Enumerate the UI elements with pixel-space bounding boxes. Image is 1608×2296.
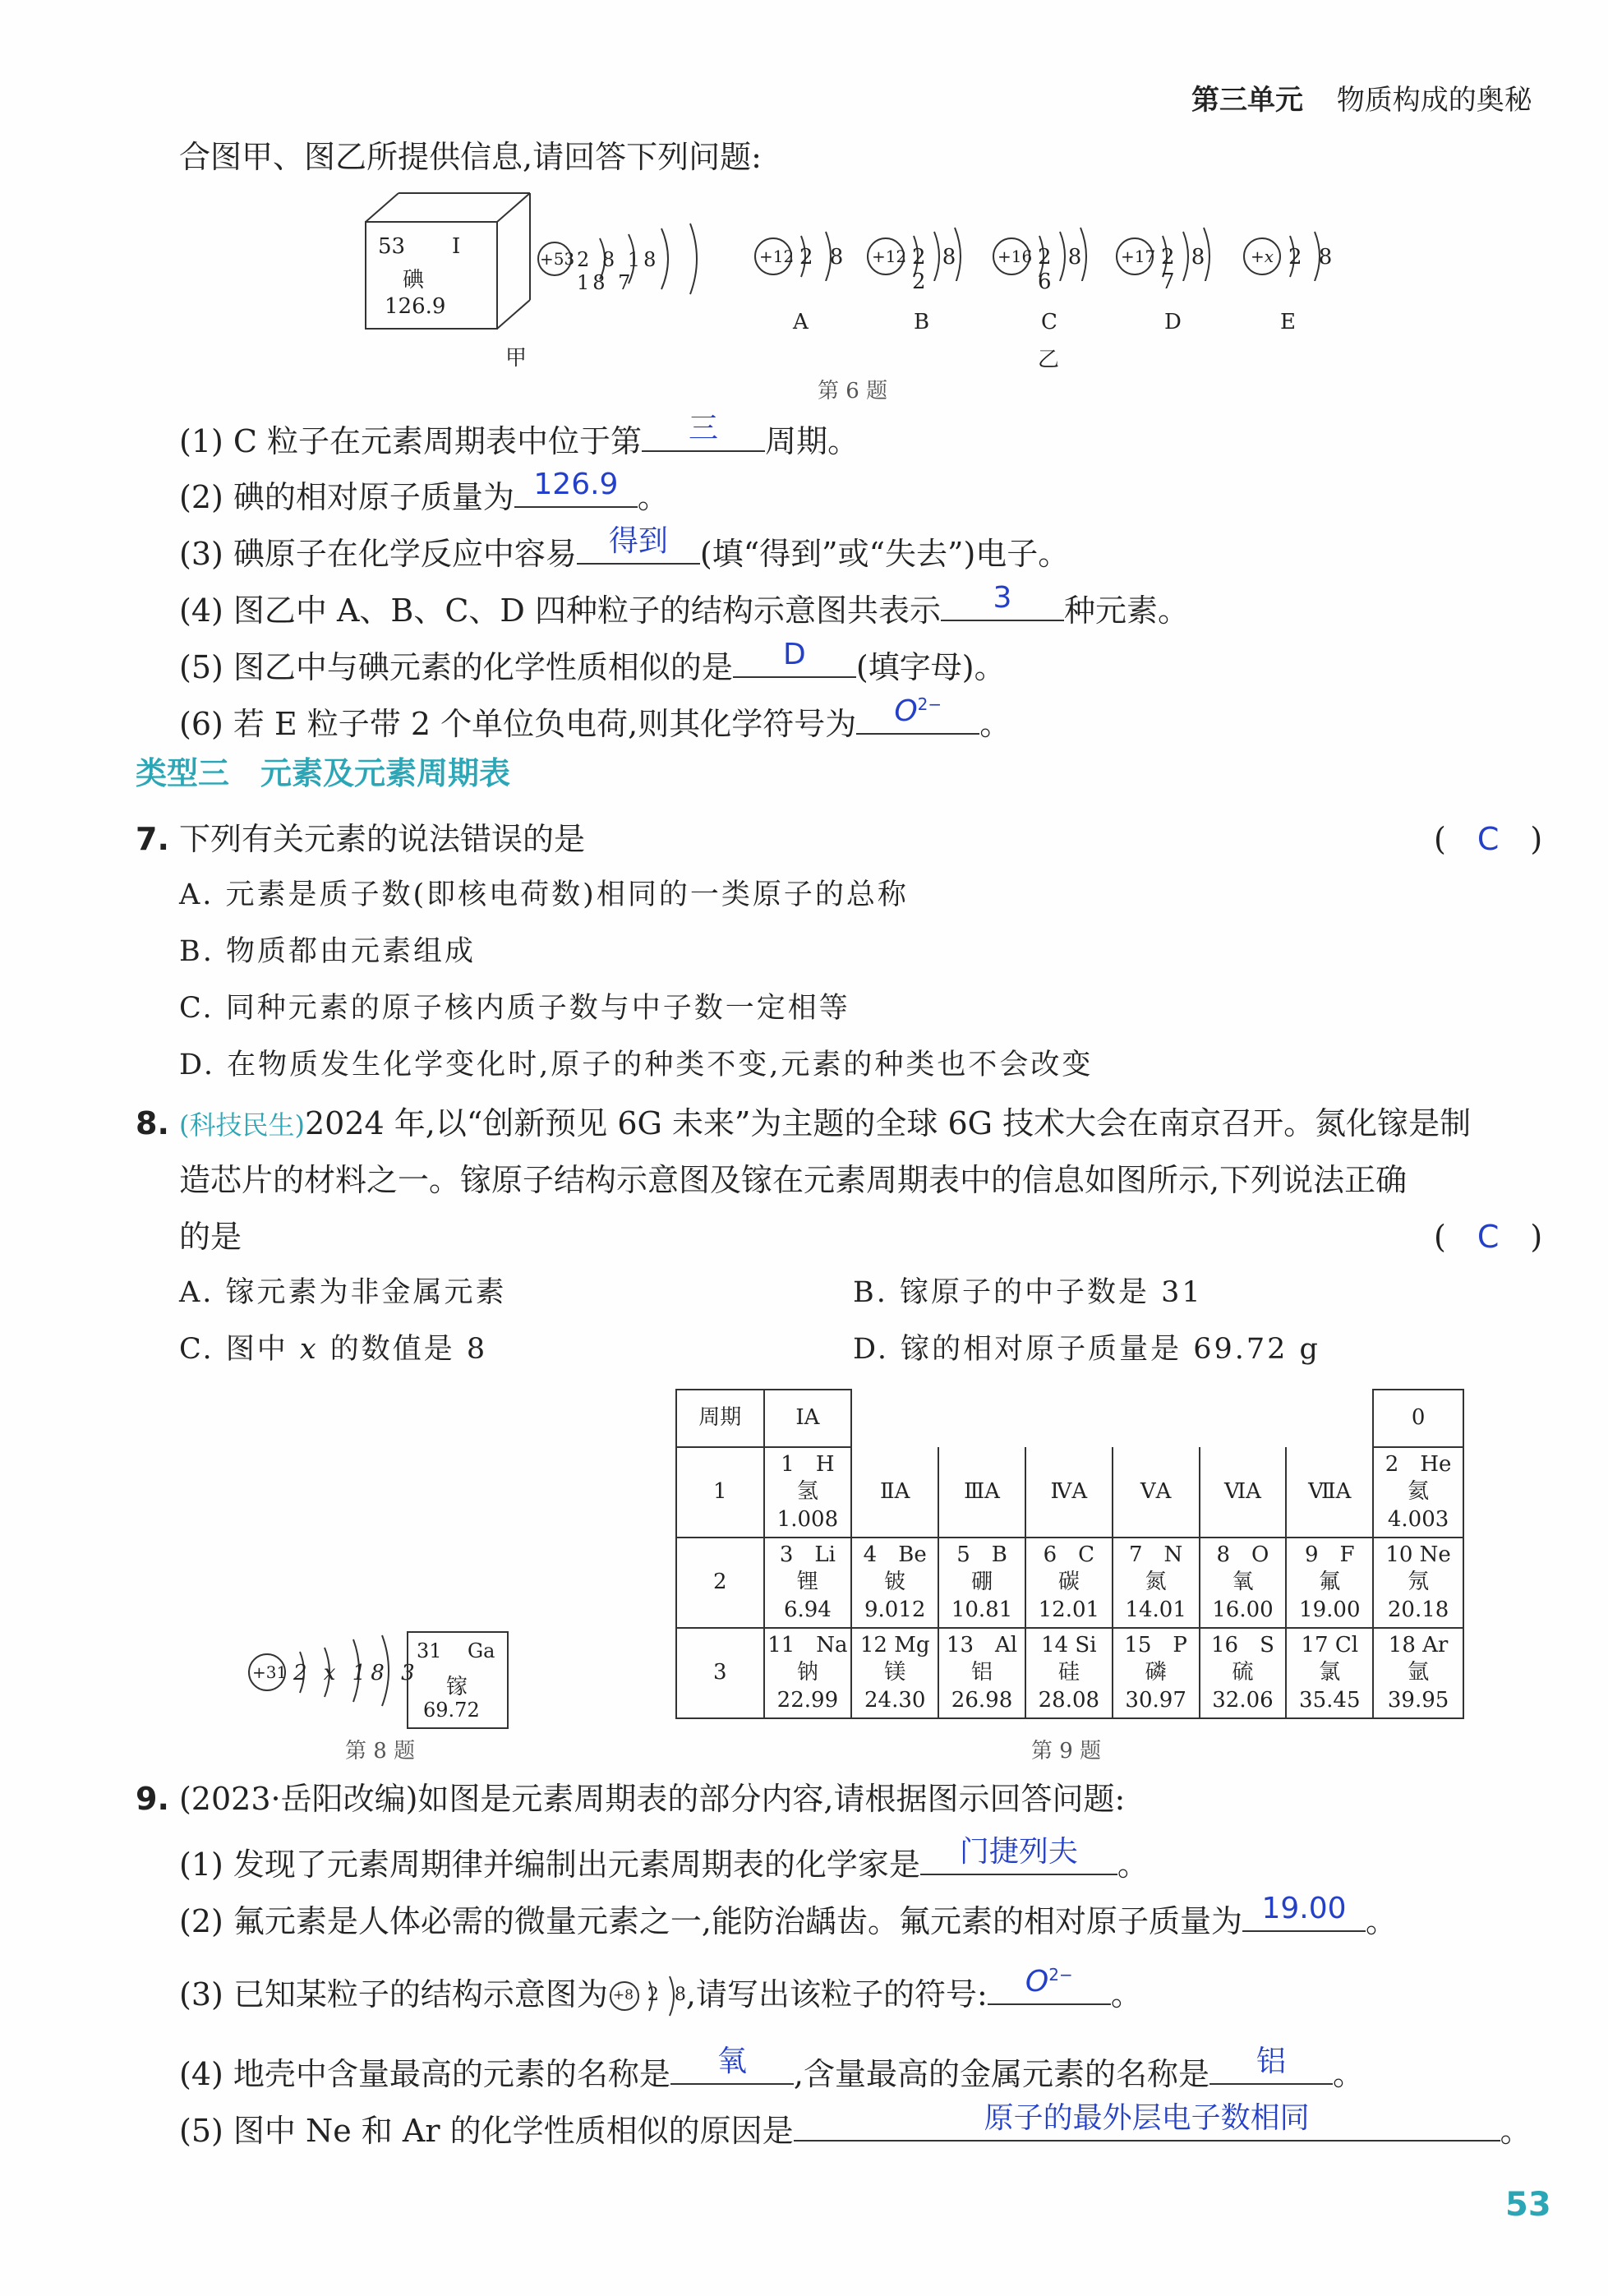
q9-sub1 [179,1835,1149,1883]
q9-sub1-text: (1) 发现了元素周期律并编制出元素周期表的化学家是 [179,1846,920,1883]
element-top: 17 Cl [1301,1633,1359,1658]
q6-sub6-post: 。 [979,706,1011,742]
period-3-label: 3 [676,1628,764,1718]
jia-nucleus: +53 [540,249,575,269]
element-mass: 28.08 [1038,1687,1100,1713]
jia-label: 甲 [505,346,528,371]
q6-sub6-text: (6) 若 E 粒子带 2 个单位负电荷,则其化学符号为 [179,706,857,742]
atom-e-nucleus: +x [1251,247,1274,266]
q9-sub1-answer: 门捷列夫 [959,1835,1078,1869]
element-name: 氮 [1145,1570,1167,1595]
element-top: 6 C [1043,1542,1095,1568]
q6-sub2-post: 。 [637,479,669,515]
q9-sub3-answer [988,1966,1111,1997]
q8-text-1: 2024 年,以“创新预见 6G 未来”为主题的全球 6G 技术大会在南京召开。氮化镓是制 [304,1105,1472,1141]
element-mass: 30.97 [1125,1687,1186,1713]
element-top: 1 H [781,1452,835,1478]
element-cell-c [1025,1538,1113,1628]
unit-title: 物质构成的奥秘 [1336,84,1532,117]
q8-option-b[interactable]: B. 镓原子的中子数是 31 [853,1276,1203,1309]
element-mass: 24.30 [864,1687,926,1713]
q9-sub4-answer-2: 铝 [1256,2045,1287,2078]
q9-sub3-nucleus: +8 [612,1986,634,2003]
q9-sub3-text: (3) 已知某粒子的结构示意图为 [179,1976,608,2012]
header-period: 周期 [676,1390,764,1447]
atom-a-letter: A [793,310,809,334]
q8-option-c-pre: C. 图中 [179,1333,300,1366]
element-name: 氟 [1319,1570,1341,1595]
element-cell-b [938,1538,1025,1628]
element-top: 16 S [1211,1633,1274,1658]
q9-sub5-answer: 原子的最外层电子数相同 [984,2101,1310,2135]
gallium-mass: 69.72 [423,1699,480,1722]
gallium-shells: 2 x 18 3 [293,1661,420,1685]
element-cell-be [851,1538,938,1628]
jia-atomic-number: 53 [378,234,406,259]
q9-stem [136,1781,1126,1817]
q6-intro: 合图甲、图乙所提供信息,请回答下列问题: [179,139,762,175]
q6-sub5 [179,638,1006,685]
group-6a-header: ⅥA [1200,1447,1287,1538]
element-mass: 19.00 [1299,1597,1361,1622]
q6-sub6-answer-base: O [894,694,918,728]
q6-sub4-post: 种元素。 [1063,592,1189,629]
gallium-number: 31 [417,1639,442,1662]
q9-sub3-post: 。 [1110,1976,1142,2012]
q8-line2: 造芯片的材料之一。镓原子结构示意图及镓在元素周期表中的信息如图所示,下列说法正确 [179,1162,1408,1198]
page-number: 53 [1505,2186,1551,2224]
atom-d-nucleus: +17 [1121,247,1156,266]
q9-sub4-blank-1[interactable] [670,2045,794,2085]
jia-mass: 126.9 [385,294,446,319]
q7-stem [136,823,585,855]
section-title: 类型三 元素及元素周期表 [136,755,511,791]
element-top: 18 Ar [1388,1633,1449,1658]
element-mass: 9.012 [864,1597,926,1622]
element-name: 铝 [971,1660,993,1685]
q9-sub2 [179,1892,1398,1939]
element-name: 碳 [1057,1570,1080,1595]
group-3a-header: ⅢA [938,1447,1025,1538]
element-name: 磷 [1145,1660,1167,1685]
period-1-label: 1 [676,1447,764,1538]
header-group-1a: ⅠA [764,1390,852,1447]
q9-sub4-post: 。 [1333,2056,1365,2092]
element-cell-mg [851,1628,938,1718]
group-5a-header: ⅤA [1113,1447,1200,1538]
element-cell-he [1373,1447,1463,1538]
atom-b-nucleus: +12 [872,247,907,266]
element-top: 10 Ne [1385,1542,1451,1568]
q8-line1 [136,1105,1472,1141]
element-top: 7 N [1128,1542,1183,1568]
atom-d-letter: D [1164,310,1182,334]
q7-option-b[interactable]: B. 物质都由元素组成 [179,935,476,968]
element-mass: 1.008 [776,1506,839,1532]
q6-sub3-blank[interactable] [577,524,700,565]
q8-option-d[interactable]: D. 镓的相对原子质量是 69.72 g [853,1333,1320,1366]
q6-sub1-text: (1) C 粒子在元素周期表中位于第 [179,423,643,459]
yi-label: 乙 [1038,348,1060,372]
q7-answer: C [1477,821,1500,857]
element-name: 氯 [1319,1660,1341,1685]
q6-sub3-answer: 得到 [608,524,668,558]
q6-sub5-text: (5) 图乙中与碘元素的化学性质相似的是 [179,649,733,685]
element-mass: 22.99 [776,1687,839,1713]
gallium-name: 镓 [446,1675,468,1699]
element-top: 15 P [1124,1633,1187,1658]
q8-option-c-post: 的数值是 8 [318,1333,488,1366]
q6-sub1-post: 周期。 [765,423,859,459]
period-2-label: 2 [676,1538,764,1628]
unit-label: 第三单元 [1191,84,1303,117]
element-cell-na [764,1628,852,1718]
element-cell-li [764,1538,852,1628]
element-top: 9 F [1304,1542,1355,1568]
element-name: 氢 [796,1479,818,1505]
atom-c-nucleus: +16 [998,247,1033,266]
element-name: 硼 [971,1570,993,1595]
q9-sub5 [179,2101,1532,2149]
atom-c-shells: 2 8 6 [1038,245,1087,294]
q9-sub1-post: 。 [1117,1846,1149,1883]
q9-sub2-text: (2) 氟元素是人体必需的微量元素之一,能防治龋齿。氟元素的相对原子质量为 [179,1903,1242,1939]
q7-number: 7. [136,821,169,857]
q6-sub3-text: (3) 碘原子在化学反应中容易 [179,536,577,572]
q7-answer-bracket[interactable]: ( C ) [1434,821,1543,857]
element-name: 钠 [796,1660,818,1685]
element-name: 铍 [884,1570,906,1595]
element-cell-f [1286,1538,1373,1628]
q9-sub1-blank[interactable] [920,1835,1117,1875]
header-group-0: 0 [1373,1390,1463,1447]
q9-sub3-diagram [608,1981,691,2014]
element-top: 3 Li [779,1542,836,1568]
q9-sub4-blank-2[interactable] [1209,2045,1333,2085]
yi-atom-row [748,215,1356,339]
element-cell-o [1200,1538,1287,1628]
element-name: 氩 [1408,1660,1430,1685]
q6-sub2-answer: 126.9 [533,468,619,501]
caption-q6: 第 6 题 [818,379,888,403]
figure-jia [353,189,698,370]
q6-sub3-post: (填“得到”或“失去”)电子。 [699,536,1070,572]
atom-a-shells: 2 8 [799,245,849,270]
periodic-table [675,1389,1464,1719]
q9-sub4-answer-1: 氧 [716,2045,747,2078]
q9-sub2-post: 。 [1366,1903,1398,1939]
element-name: 氦 [1408,1479,1430,1505]
element-top: 12 Mg [859,1633,930,1658]
group-4a-header: ⅣA [1025,1447,1113,1538]
q8-option-c[interactable] [179,1335,487,1364]
q6-sub6-blank[interactable] [856,694,979,735]
q6-sub2-text: (2) 碘的相对原子质量为 [179,479,514,515]
q9-sub3 [179,1965,1142,2014]
q6-sub4-blank[interactable] [941,581,1064,621]
element-name: 镁 [884,1660,906,1685]
q6-sub2-blank[interactable] [514,468,638,508]
element-top: 11 Na [767,1633,848,1658]
element-cell-h [764,1447,852,1538]
q6-sub4 [179,581,1189,629]
element-name: 硫 [1232,1660,1254,1685]
q9-sub4-text: (4) 地壳中含量最高的元素的名称是 [179,2056,670,2092]
element-cell-n [1113,1538,1200,1628]
element-mass: 39.95 [1387,1687,1449,1713]
q9-number: 9. [136,1781,169,1817]
q6-sub6 [179,694,1011,742]
q6-sub1 [179,412,859,459]
q9-sub3-answer-base: O [1025,1965,1049,1999]
element-name: 硅 [1057,1660,1080,1685]
gallium-cell [407,1631,509,1729]
q9-sub4-mid: ,含量最高的金属元素的名称是 [793,2056,1210,2092]
q6-sub6-answer-charge: 2− [917,694,942,714]
element-top: 5 B [956,1542,1007,1568]
jia-symbol: I [452,234,461,259]
q8-number: 8. [136,1105,169,1141]
q9-sub3-blank[interactable] [988,1965,1111,2005]
q8-option-c-var: x [299,1333,319,1366]
atom-c-letter: C [1041,310,1057,334]
element-mass: 12.01 [1038,1597,1100,1622]
q6-sub4-text: (4) 图乙中 A、B、C、D 四种粒子的结构示意图共表示 [179,592,941,629]
element-top: 14 Si [1041,1633,1097,1658]
q6-sub5-post: (填字母)。 [855,649,1006,685]
q6-sub5-answer: D [783,638,806,671]
atom-e-letter: E [1280,310,1296,334]
q9-sub3-shells: 2 8 [647,1984,691,2005]
atom-a [752,215,867,339]
q9-sub5-text: (5) 图中 Ne 和 Ar 的化学性质相似的原因是 [179,2113,794,2149]
atom-e-shells: 2 8 [1288,245,1338,270]
gallium-symbol: Ga [468,1639,495,1662]
q6-sub3 [179,524,1070,572]
element-cell-p [1113,1628,1200,1718]
element-mass: 26.98 [951,1687,1013,1713]
element-mass: 16.00 [1212,1597,1274,1622]
caption-q9: 第 9 题 [1031,1739,1102,1763]
q9-sub5-blank[interactable] [794,2101,1500,2142]
atom-b-shells: 2 8 2 [912,245,961,294]
q6-sub1-blank[interactable] [642,412,765,452]
element-mass: 6.94 [783,1597,832,1622]
q9-sub3-answer-charge: 2− [1048,1965,1073,1985]
atom-c [990,215,1105,339]
q9-sub3-mid: ,请写出该粒子的符号: [685,1976,988,2012]
caption-q8: 第 8 题 [345,1739,416,1763]
q9-sub4 [179,2045,1365,2092]
group-2a-header: ⅡA [851,1447,938,1538]
q9-sub2-answer: 19.00 [1261,1892,1347,1925]
element-cell-ar [1373,1628,1463,1718]
element-mass: 20.18 [1387,1597,1449,1622]
q7-text: 下列有关元素的说法错误的是 [178,821,585,857]
gallium-nucleus: +31 [252,1662,288,1682]
atom-d-shells: 2 8 7 [1161,245,1210,294]
q9-sub2-blank[interactable] [1242,1892,1366,1932]
q8-tag: (科技民生) [178,1109,305,1141]
element-cell-al [938,1628,1025,1718]
q6-sub1-answer: 三 [689,412,719,445]
q7-option-d[interactable]: D. 在物质发生化学变化时,原子的种类不变,元素的种类也不会改变 [179,1049,1094,1081]
element-name: 氧 [1232,1570,1254,1595]
atom-d [1113,215,1228,339]
q8-answer-bracket[interactable]: ( C ) [1434,1219,1543,1255]
element-cell-si [1025,1628,1113,1718]
q7-option-c[interactable]: C. 同种元素的原子核内质子数与中子数一定相等 [179,992,850,1025]
running-header [1191,84,1532,117]
element-top: 4 Be [863,1542,927,1568]
element-mass: 14.01 [1125,1597,1186,1622]
atom-e [1241,215,1356,339]
atom-b-letter: B [914,310,930,334]
figure-yi [748,215,1356,380]
element-top: 8 O [1216,1542,1269,1568]
q9-sub5-post: 。 [1500,2113,1532,2149]
element-mass: 35.45 [1299,1687,1361,1713]
element-top: 13 Al [946,1633,1018,1658]
element-cell-cl [1286,1628,1373,1718]
header-gap [851,1390,1373,1447]
group-7a-header: ⅦA [1286,1447,1373,1538]
gallium-figure [242,1623,555,1730]
element-mass: 10.81 [951,1597,1013,1622]
atom-a-nucleus: +12 [759,247,795,266]
element-name: 锂 [796,1570,818,1595]
element-mass: 4.003 [1387,1506,1449,1532]
q7-option-a[interactable]: A. 元素是质子数(即核电荷数)相同的一类原子的总称 [179,878,909,911]
q8-answer: C [1477,1219,1500,1255]
q6-sub5-blank[interactable] [733,638,856,678]
q6-sub6-answer [856,696,979,726]
atom-b [864,215,979,339]
jia-name: 碘 [403,268,425,293]
element-top: 2 He [1385,1452,1452,1478]
element-cell-s [1200,1628,1287,1718]
element-name: 氖 [1408,1570,1430,1595]
q9-text: 如图是元素周期表的部分内容,请根据图示回答问题: [417,1781,1126,1817]
element-mass: 32.06 [1212,1687,1274,1713]
element-cell-ne [1373,1538,1463,1628]
jia-shells: 2 8 18 18 7 [577,248,660,294]
q8-option-a[interactable]: A. 镓元素为非金属元素 [179,1276,507,1309]
q9-source: (2023·岳阳改编) [178,1781,418,1817]
q8-line3: 的是 [179,1219,242,1255]
q6-sub4-answer: 3 [993,581,1012,615]
q6-sub2 [179,468,669,515]
